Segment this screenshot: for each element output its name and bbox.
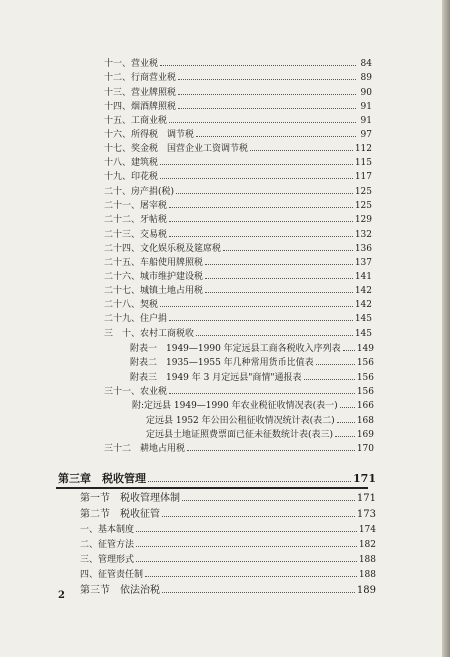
toc-entry: 三十一、农业税 156 [104,387,374,397]
toc-entry: 二十二、牙帖税 129 [104,215,372,225]
toc-entry: 四、征管责任制 188 [80,570,376,580]
toc-entry: 二十四、文化娱乐税及筵席税 136 [104,244,372,254]
toc-entry: 三十二 耕地占用税 170 [104,444,374,454]
toc-entry: 二十六、城市维护建设税 141 [104,272,372,282]
toc-entry: 三 十、农村工商税收 145 [104,329,372,339]
toc-entry: 二十九、住户捐 145 [104,314,372,324]
toc-entry: 十三、营业牌照税 90 [104,88,372,98]
toc-section: 第一节 税收管理体制 171 [80,493,376,504]
toc-appendix-entry: 定远县 1952 年公田公租征收情况统计表(表二) 168 [146,416,374,426]
page-number: 2 [58,590,65,601]
toc-entry: 十二、行商营业税 89 [104,73,372,83]
toc-entry: 十一、营业税 84 [104,59,372,69]
toc-section: 第三节 依法治税 189 [80,585,376,596]
page-edge [442,0,450,657]
toc-entry: 二十、房产捐(税) 125 [104,187,372,197]
toc-entry: 三、管理形式 188 [80,555,376,565]
toc-appendix-entry: 附表三 1949 年 3 月定远县"商情"通报表 156 [130,373,374,383]
toc-entry: 十四、烟酒牌照税 91 [104,102,372,112]
toc-appendix-entry: 附表一 1949—1990 年定远县工商各税收入序列表 149 [130,344,374,354]
toc-entry: 一、基本制度 174 [80,525,376,535]
toc-entry: 十八、建筑税 115 [104,158,372,168]
toc-section: 第二节 税收征管 173 [80,509,376,520]
toc-entry: 十五、工商业税 91 [104,116,372,126]
toc-entry: 二十七、城镇土地占用税 142 [104,286,372,296]
toc-entry: 二十八、契税 142 [104,300,372,310]
toc-appendix-entry: 附:定远县 1949—1990 年农业税征收情况表(表一) 166 [132,401,374,411]
toc-entry: 二十三、交易税 132 [104,230,372,240]
chapter-rule [56,487,368,489]
toc-entry: 十七、奖金税 国营企业工资调节税 112 [104,144,372,154]
toc-chapter: 第三章 税收管理 171 [58,472,376,485]
toc-appendix-entry: 附表二 1935—1955 年几种常用货币比值表 156 [130,358,374,368]
toc-entry: 二十五、车船使用牌照税 137 [104,258,372,268]
toc-entry: 十九、印花税 117 [104,172,372,182]
toc-entry: 二、征管方法 182 [80,540,376,550]
toc-appendix-entry: 定远县土地证照费票面已征未征数统计表(表三) 169 [146,430,374,440]
toc-entry: 二十一、屠宰税 125 [104,201,372,211]
toc-entry: 十六、所得税 调节税 97 [104,130,372,140]
